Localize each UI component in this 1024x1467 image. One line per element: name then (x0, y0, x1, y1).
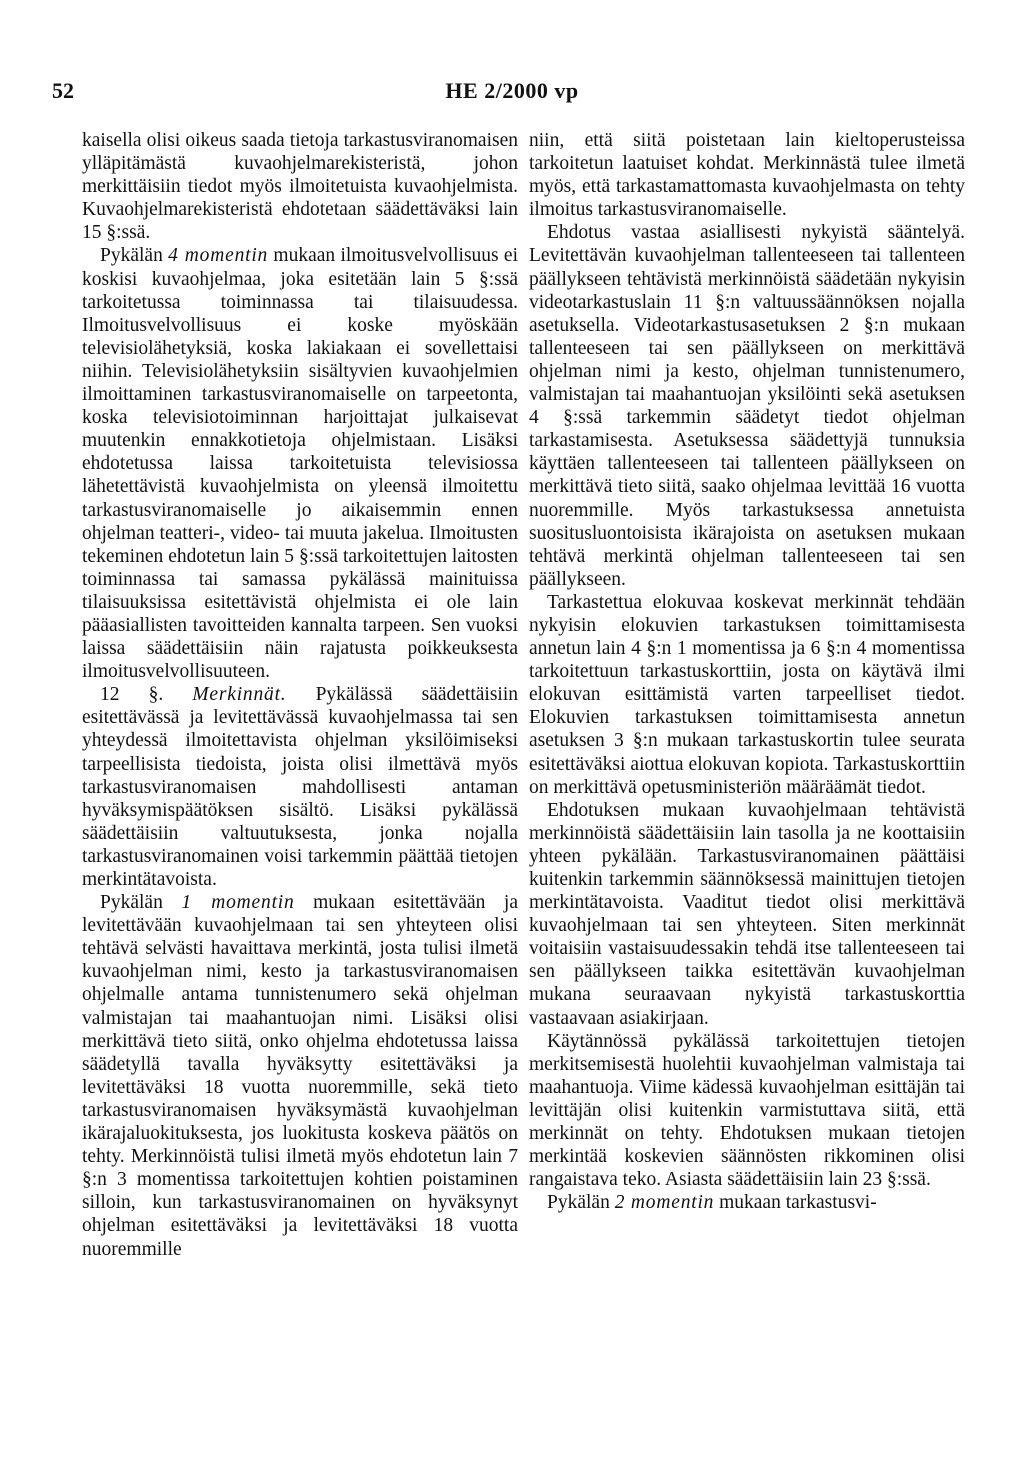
paragraph (82, 683, 518, 891)
emphasized-text: 4 momentin (168, 245, 269, 267)
paragraph (82, 891, 518, 1261)
text-run: niin, että siitä poistetaan lain kieltoperusteissa tarkoitetun laatuiset kohdat. Merkinnästä tulee ilmetä myös, että tarkastamattomasta kuvaohjelmasta on tehty ilmoitus tarkastusviranomaiselle. (529, 130, 965, 221)
text-run: Pykälän (100, 245, 169, 267)
text-run: Pykälän (547, 1192, 615, 1214)
emphasized-text: Merkinnät. (192, 684, 287, 706)
paragraph (529, 1191, 965, 1214)
text-run: mukaan tarkastusvi- (714, 1192, 877, 1214)
left-text-column (82, 129, 518, 1261)
text-run: kaisella olisi oikeus saada tietoja tarkastusviranomaisen ylläpitämästä kuvaohjelmarekisteristä, johon merkittäisiin tiedot myös ilmoitetuista kuvaohjelmista. Kuvaohjelmarekisteristä ehdotetaan säädettäväksi lain 15 §:ssä. (82, 130, 518, 244)
text-run: mukaan esitettävään ja levitettävään kuvaohjelmaan tai sen yhteyteen olisi tehtävä selvästi havaittava merkintä, josta tulisi ilmetä kuvaohjelman nimi, kesto ja tarkastusviranomaisen ohjelmalle antama tunnistenumero sekä ohjelman valmistajan tai maahantuojan nimi. Lisäksi olisi merkittävä tieto siitä, onko ohjelma ehdotetussa laissa säädetyllä tavalla hyväksytty esitettäväksi ja levitettäväksi 18 vuotta nuoremmille, sekä tieto tarkastusviranomaisen hyväksymästä kuvaohjelman ikärajaluokituksesta, jos luokitusta koskeva päätös on tehty. Merkinnöistä tulisi ilmetä myös ehdotetun lain 7 §:n 3 momentissa tarkoitettujen kohtien poistaminen silloin, kun tarkastusviranomainen on hyväksynyt ohjelman esitettäväksi ja levitettäväksi 18 vuotta nuoremmille (82, 892, 519, 1260)
paragraph (82, 244, 518, 683)
emphasized-text: 2 momentin (614, 1192, 715, 1214)
paragraph (529, 1030, 965, 1192)
text-run: Pykälässä säädettäisiin esitettävässä ja levitettävässä kuvaohjelmassa tai sen yhteydessä ilmoitettavista ohjelman yksilöimiseksi tarpeellisista tiedoista, joista olisi ilmettävä myös tarkastusviranomaisen mahdollisesti antaman hyväksymispäätöksen sisältö. Lisäksi pykälässä säädettäisiin valtuutuksesta, jonka nojalla tarkastusviranomainen voisi tarkemmin päättää tietojen merkintätavoista. (82, 684, 518, 890)
paragraph (82, 129, 518, 244)
emphasized-text: 1 momentin (181, 892, 295, 914)
text-run: Pykälän (100, 892, 182, 914)
text-run: Ehdotus vastaa asiallisesti nykyistä sääntelyä. Levitettävän kuvaohjelman tallenteeseen tai tallenteen päällykseen tehtävistä merkinnöistä säädetään nykyisin videotarkastuslain 11 §:n valtuussäännöksen nojalla asetuksella. Videotarkastusasetuksen 2 §:n mukaan tallenteeseen tai sen päällykseen on merkittävä ohjelman nimi ja kesto, ohjelman tunnistenumero, valmistajan tai maahantuojan yksilöinti sekä asetuksen 4 §:ssä tarkemmin säädetyt tiedot ohjelman tarkastamisesta. Asetuksessa säädettyjä tunnuksia käyttäen tallenteeseen tai tallenteen päällykseen on merkittävä tieto siitä, saako ohjelmaa levittää 16 vuotta nuoremmille. Myös tarkastuksessa annetuista suositusluontoisista ikärajoista on asetuksen mukaan tehtävä merkintä ohjelman tallenteeseen tai sen päällykseen. (529, 222, 965, 590)
text-run: mukaan ilmoitusvelvollisuus ei koskisi kuvaohjelmaa, joka esitetään lain 5 §:ssä tarkoitetussa toiminnassa tai tilaisuudessa. Ilmoitusvelvollisuus ei koske myöskään televisiolähetyksiä, koska lakiakaan ei sovellettaisi niihin. Televisiolähetyksiin sisältyvien kuvaohjelmien ilmoittaminen tarkastusviranomaiselle on tarpeetonta, koska televisiotoiminnan harjoittajat julkaisevat muutenkin ennakkotietoja ohjelmistaan. Lisäksi ehdotetussa laissa tarkoitetuista televisiossa lähetettävistä kuvaohjelmista on yleensä ilmoitettu tarkastusviranomaiselle jo aikaisemmin ennen ohjelman teatteri-, video- tai muuta jakelua. Ilmoitusten tekeminen ehdotetun lain 5 §:ssä tarkoitettujen laitosten toiminnassa tai samassa pykälässä mainituissa tilaisuuksissa esitettävistä ohjelmista ei ole lain pääasiallisten tavoitteiden kannalta tarpeen. Sen vuoksi laissa säädettäisiin näin rajatusta poikkeuksesta ilmoitusvelvollisuuteen. (82, 245, 519, 683)
paragraph (529, 799, 965, 1030)
text-run: Tarkastettua elokuvaa koskevat merkinnät tehdään nykyisin elokuvien tarkastuksen toimittamisesta annetun lain 4 §:n 1 momentissa ja 6 §:n 4 momentissa tarkoitettuun tarkastuskorttiin, josta on käytävä ilmi elokuvan esittämistä varten tarpeelliset tiedot. Elokuvien tarkastuksen toimittamisesta annetun asetuksen 3 §:n mukaan tarkastuskortin tulee seurata esitettäväksi aiottua elokuvan kopiota. Tarkastuskorttiin on merkittävä opetusministeriön määräämät tiedot. (529, 591, 965, 798)
paragraph (529, 591, 965, 799)
document-id: HE 2/2000 vp (445, 78, 579, 103)
page-header (0, 78, 1024, 108)
paragraph (529, 129, 965, 221)
text-run: 12 §. (100, 684, 193, 706)
page-number: 52 (52, 78, 74, 103)
right-text-column (529, 129, 965, 1214)
text-run: Käytännössä pykälässä tarkoitettujen tietojen merkitsemisestä huolehtii kuvaohjelman valmistaja tai maahantuoja. Viime kädessä kuvaohjelman esittäjän tai levittäjän olisi kuitenkin varmistuttava siitä, että merkinnät on tehty. Ehdotuksen mukaan tietojen merkintää koskevien säännösten rikkominen olisi rangaistava teko. Asiasta säädettäisiin lain 23 §:ssä. (529, 1030, 965, 1191)
text-run: Ehdotuksen mukaan kuvaohjelmaan tehtävistä merkinnöistä säädettäisiin lain tasolla ja ne koottaisiin yhteen pykälään. Tarkastusviranomainen päättäisi kuitenkin tarkemmin säännöksessä mainittujen tietojen merkintätavoista. Vaaditut tiedot olisi merkittävä kuvaohjelmaan tai sen yhteyteen. Siten merkinnät voitaisiin vastaisuudessakin tehdä itse tallenteeseen tai sen päällykseen taikka esitettävän kuvaohjelman mukana seuraavaan nykyistä tarkastuskorttia vastaavaan asiakirjaan. (529, 799, 965, 1029)
paragraph (529, 221, 965, 591)
